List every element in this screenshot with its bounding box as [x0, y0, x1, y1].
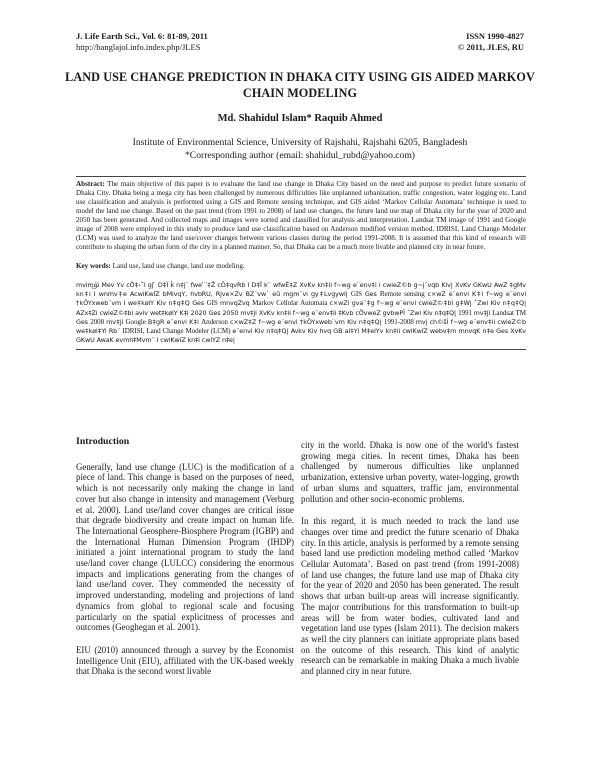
issn-header: [458, 31, 524, 53]
keywords: [76, 252, 526, 271]
bangla-text: mv‡ji: [106, 317, 126, 326]
corresponding-author: *Corresponding author (email: shahidul_rubd@yahoo.com): [185, 149, 415, 161]
bangla-text: mnvqZvq: [219, 299, 253, 308]
abstract-label: Abstract:: [76, 180, 105, 188]
bangla-text: Ges: [76, 317, 91, 326]
right-column: [301, 440, 519, 689]
latin-term: IDRISI, Land Change Modeler (LCM): [122, 326, 233, 335]
bangla-text: c×wZ e¨envi K‡i f~wg e¨envi †kÖYxweb¨vm I we‡kølY Kiv n‡q‡Q Ges: [76, 290, 526, 308]
institute: Institute of Environmental Science, University of Rajshahi, Rajshahi 6205, Bangladesh: [132, 137, 468, 148]
journal-header: [76, 31, 208, 53]
latin-term: Landsat TM: [492, 308, 526, 317]
bangla-text: e¨envi Kiv n‡q‡Q| Avkv Kiv hvq GB ai‡Yi M‡elYv kn‡ii cwiKwíZ webv‡m mnvqK n‡e Ges XvKv GKwU AwaK evmh‡Mvm¨ I cwiKwíZ kn‡i cwiYZ n‡e|: [76, 326, 526, 344]
latin-term: Markov Cellular Automata: [252, 299, 330, 308]
latin-term: GIS: [350, 290, 365, 299]
affiliation: [60, 137, 540, 162]
bangla-summary: [76, 271, 526, 344]
intro-paragraph-3: city in the world. Dhaka is now one of the world's fastest growing mega cities. In recent times, Dhaka has been challenged by numerous difficulties like unplanned urbanization, extensive urban poverty, water-logging, growth of urban slums and squatters, traffic jam, environmental pollution and other socio-economic problems.: [301, 440, 519, 504]
bangla-text: mvim̢ﯴ Mev Yv cÖ̆‡›`̆l gj ̓ D‡Ï k̓ n‡j¨ fwe ̓¨‡Z̓ cÖ‡qvRb I D‡Ï k¨ wfwË‡Z XvKv kn‡ii f~wg e¨env‡i i cwieZ©b g~j¨vqb Kiv| XvKv GKwU AwZ ‡gMv kn‡i I wnmv‡e AcwiKwíZ bMivqY, hvbRU, Rjve×Zv BZ¨vw` eû mgm¨vi gy‡Lvgywl|: [76, 281, 526, 299]
journal-citation: J. Life Earth Sci., Vol. 6: 81-89, 2011: [76, 31, 208, 41]
keywords-label: Key words:: [76, 262, 111, 271]
bangla-text: mv‡ji: [473, 308, 493, 317]
latin-term: 1991: [458, 308, 474, 317]
copyright: © 2011, JLES, RU: [457, 42, 524, 52]
latin-term: GIS: [206, 299, 220, 308]
abstract: [76, 180, 526, 252]
bangla-text: c×wZi gva¨‡g f~wg e¨envi cwieZ©‡bi g‡Wj ˆZwi Kiv n‡q‡Q| AZx‡Zi cwieZ©‡bi aviv wet‡kølY K‡i 2020 Ges 2050 mv‡ji XvKv kn‡ii f~wg e¨env‡ii ‡Kvb cÖ̆vweZ gvbwPÎ ˆZwi Kiv n‡q‡Q|: [76, 299, 526, 317]
bangla-text: c×wZ‡Z f~wg e¨envi †kÖYxweb¨vm Kiv n‡q‡Q|: [229, 317, 384, 326]
latin-term: 2008: [90, 317, 107, 326]
paper-title: LAND USE CHANGE PREDICTION IN DHAKA CITY USING GIS AIDED MARKOV CHAIN MODELING: [65, 70, 535, 100]
latin-term: Anderson: [201, 317, 230, 326]
latin-term: Google: [125, 317, 148, 326]
bangla-text: mvj ch©šÍ f~wg e¨env‡ii cwieZ©b we‡køl‡Yi Rb¨: [76, 317, 526, 335]
abstract-text: The main objective of this paper is to evaluate the land use change in Dhaka City based on the need and purpose to predict future scenario of Dhaka City. Dhaka being a mega city has been challenged by numerous difficulties like unplanned urbanization, traffic congestion, water logging etc. Land use classification and analysis is performed using a GIS and Remote sensing technique, and GIS aided ‘Markov Cellular Automata’ technique is used to model the land use change. Based on the past trend (from 1991 to 2008) of land use changes, the future land use map of Dhaka city for the year of 2020 and 2050 has been generated. And collected maps and images were sorted and classified for analysis and interpretation. Landsat TM image of 1991 and Google image of 2008 were employed in this study to produce land use classification based on Anderson modified version method. IDRISI, Land Change Modeler (LCM) was used to analyze the land use/cover changes between various classes during the period 1991-2008. It is assumed that this kind of research will contribute to shaping the urban form of the city in a planned manner. So, that Dhaka can be a much more livable and planned city in near future.: [76, 180, 526, 252]
intro-paragraph-4: In this regard, it is much needed to track the land use changes over time and predict the future scenario of Dhaka city. In this article, analysis is performed by a remote sensing based land use prediction modeling method called ‘Markov Cellular Automata’. Based on past trend (from 1991-2008) of land use changes, the future land use map of Dhaka city for the year of 2020 and 2050 has been generated. The result shows that urban built-up areas will increase significantly. The major contributions for this transformation to built-up areas will be from water bodies, cultivated land and vegetation land use types (Islam 2011). The decision makers as well the city planners can initiate appropriate plans based on the outcome of this research. This kind of analytic research can be remarkable in making Dhaka a much livable and planned city in near future.: [301, 516, 519, 677]
keywords-text: Land use, land use change, land use modeling.: [112, 262, 245, 271]
introduction-heading: Introduction: [76, 436, 130, 447]
latin-term: 1991-2008: [383, 317, 416, 326]
authors: Md. Shahidul Islam* Raquib Ahmed: [217, 113, 383, 124]
bangla-text: Ges: [364, 290, 380, 299]
left-column: [76, 437, 294, 689]
bangla-text: B‡gR e¨envi K‡i: [147, 317, 202, 326]
journal-url[interactable]: http://banglajol.info.index.php/JLES: [76, 42, 201, 52]
latin-term: Remote sensing: [379, 290, 428, 299]
issn: ISSN 1990-4827: [466, 31, 524, 41]
intro-paragraph-2: EIU (2010) announced through a survey by the Economist Intelligence Unit (EIU), affiliated with the UK-based weekly that Dhaka is the second worst livable: [76, 644, 294, 677]
abstract-box: [76, 176, 526, 350]
intro-paragraph-1: Generally, land use change (LUC) is the modification of a piece of land. This change is based on the purposes of need, which is not necessarily only making the change in land cover but also change in intensity and management (Verburg et al. 2000). Land use/land cover changes are critical issue that degrade biodiversity and create impact on human life. The International Geosphere-Biosphere Program (IGBP) and the International Human Dimension Program (IHDP) initiated a joint international program to study the land use/land cover change (LULCC) considering the enormous impacts and implications generating from the changes of land use/land cover. They commended the necessity of improved understanding, modeling and projections of land dynamics from global to regional scale and focusing particularly on the spatial explicitness of processes and outcomes (Geoghegan et al. 2001).: [76, 461, 294, 633]
